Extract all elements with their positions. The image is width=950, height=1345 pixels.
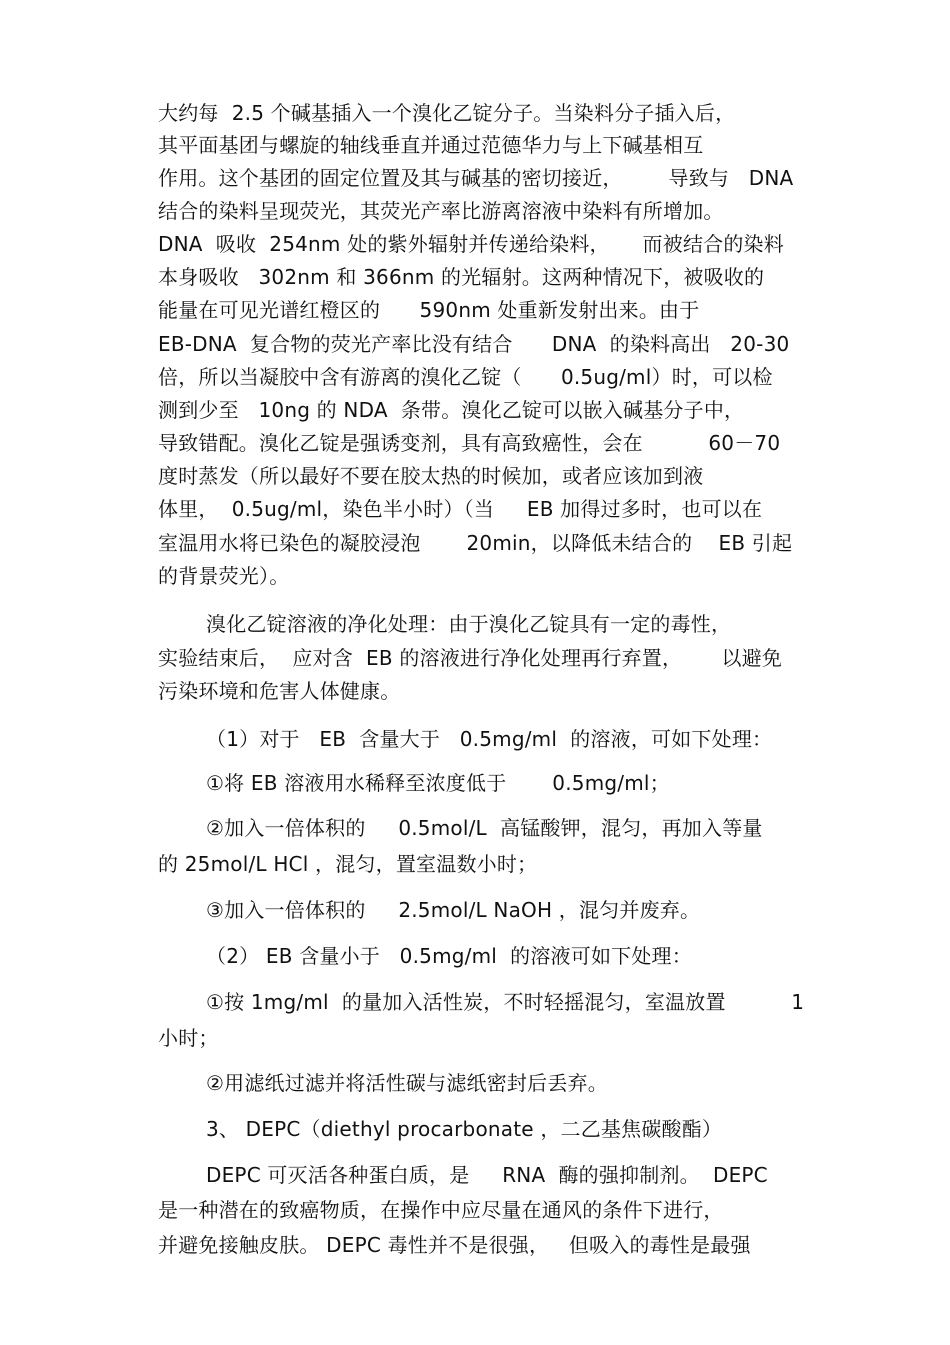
text-line: 其平面基团与螺旋的轴线垂直并通过范德华力与上下碱基相互 xyxy=(158,133,704,157)
text-line: 结合的染料呈现荧光，其荧光产率比游离溶液中染料有所增加。 xyxy=(158,199,724,223)
section-heading: （2） EB 含量小于 0.5mg/ml 的溶液可如下处理： xyxy=(206,944,692,968)
list-item-continued: 小时； xyxy=(158,1026,219,1050)
text-line: 度时蒸发（所以最好不要在胶太热的时候加，或者应该加到液 xyxy=(158,464,704,488)
text-line: 室温用水将已染色的凝胶浸泡 20min，以降低未结合的 EB 引起 xyxy=(158,531,793,555)
text-line: 导致错配。溴化乙锭是强诱变剂，具有高致癌性，会在 60－70 xyxy=(158,431,781,455)
section-heading: （1）对于 EB 含量大于 0.5mg/ml 的溶液，可如下处理： xyxy=(206,727,773,751)
text-line: 是一种潜在的致癌物质，在操作中应尽量在通风的条件下进行， xyxy=(158,1198,724,1222)
text-line: EB-DNA 复合物的荧光产率比没有结合 DNA 的染料高出 20-30 xyxy=(158,332,790,356)
text-line: 能量在可见光谱红橙区的 590nm 处重新发射出来。由于 xyxy=(158,298,700,322)
text-line: DEPC 可灭活各种蛋白质，是 RNA 酶的强抑制剂。 DEPC xyxy=(206,1163,768,1187)
text-line: 溴化乙锭溶液的净化处理：由于溴化乙锭具有一定的毒性， xyxy=(206,612,732,636)
text-line: 倍，所以当凝胶中含有游离的溴化乙锭（ 0.5ug/ml）时，可以检 xyxy=(158,365,773,389)
text-line: 污染环境和危害人体健康。 xyxy=(158,679,401,703)
text-line: 实验结束后， 应对含 EB 的溶液进行净化处理再行弃置， 以避免 xyxy=(158,646,783,670)
list-item: ②用滤纸过滤并将活性碳与滤纸密封后丢弃。 xyxy=(206,1071,608,1095)
text-line: 本身吸收 302nm 和 366nm 的光辐射。这两种情况下，被吸收的 xyxy=(158,265,765,289)
text-line: 作用。这个基团的固定位置及其与碱基的密切接近， 导致与 DNA xyxy=(158,166,794,190)
text-line: 的背景荧光）。 xyxy=(158,564,290,588)
list-item-continued: 的 25mol/L HCl ，混匀，置室温数小时； xyxy=(158,852,538,876)
list-item: ②加入一倍体积的 0.5mol/L 高锰酸钾，混匀，再加入等量 xyxy=(206,816,763,840)
text-line: 大约每 2.5 个碱基插入一个溴化乙锭分子。当染料分子插入后， xyxy=(158,101,736,125)
section-heading: 3、 DEPC（diethyl procarbonate ，二乙基焦碳酸酯） xyxy=(206,1117,723,1141)
text-line: DNA 吸收 254nm 处的紫外辐射并传递给染料， 而被结合的染料 xyxy=(158,232,784,256)
text-line: 体里， 0.5ug/ml，染色半小时）（当 EB 加得过多时，也可以在 xyxy=(158,497,763,521)
list-item: ①将 EB 溶液用水稀释至浓度低于 0.5mg/ml； xyxy=(206,771,670,795)
list-item: ①按 1mg/ml 的量加入活性炭，不时轻摇混匀，室温放置 1 xyxy=(206,990,805,1014)
text-line: 测到少至 10ng 的 NDA 条带。溴化乙锭可以嵌入碱基分子中， xyxy=(158,398,745,422)
list-item: ③加入一倍体积的 2.5mol/L NaOH ，混匀并废弃。 xyxy=(206,898,701,922)
text-line: 并避免接触皮肤。 DEPC 毒性并不是很强， 但吸入的毒性是最强 xyxy=(158,1233,751,1257)
